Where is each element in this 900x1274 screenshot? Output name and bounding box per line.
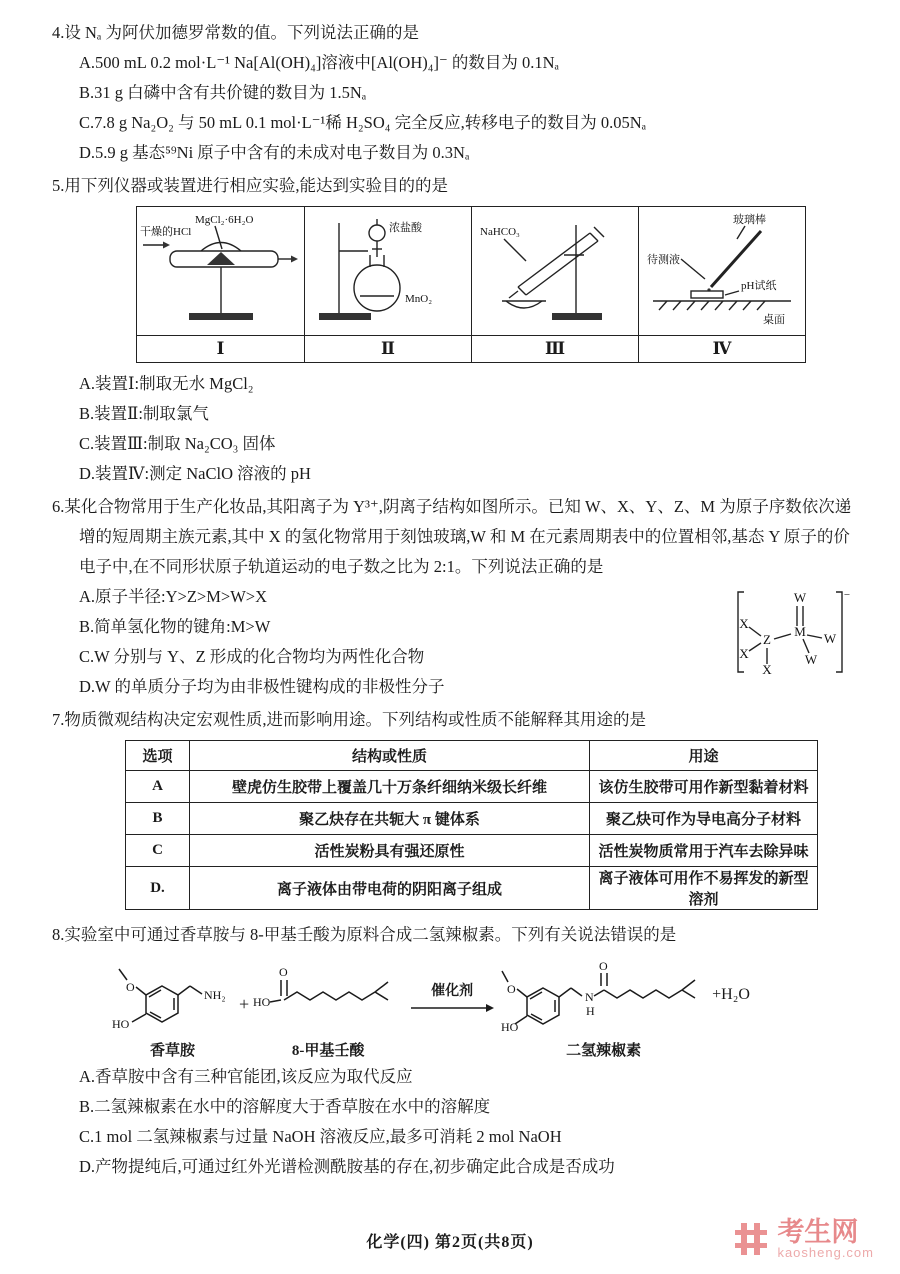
q4-option-b: B.31 g 白磷中含有共价键的数目为 1.5Nₐ	[79, 83, 367, 102]
atom-x1: X	[739, 616, 749, 631]
kaosheng-text	[777, 1218, 874, 1260]
q8-option-c: C.1 mol 二氢辣椒素与过量 NaOH 溶液反应,最多可消耗 2 mol NaOH	[79, 1127, 562, 1146]
apparatus-4-label-paper: pH试纸	[741, 280, 777, 292]
header-use: 用途	[590, 741, 818, 771]
apparatus-4-label-sample: 待测液	[647, 254, 680, 266]
q5-option-b: B.装置Ⅱ:制取氯气	[79, 404, 209, 423]
methoxy-o-label: O	[126, 980, 135, 994]
apparatus-cell-3	[471, 207, 638, 362]
atom-w-right: W	[823, 631, 837, 646]
q6-option-a: A.原子半径:Y>Z>M>W>X	[79, 587, 268, 606]
hydroxyl-label: HO	[112, 1017, 130, 1031]
row-c-use: 活性炭物质常用于汽车去除异味	[590, 835, 818, 867]
q5-option-d: D.装置Ⅳ:测定 NaClO 溶液的 pH	[79, 464, 311, 483]
apparatus-1-number: Ⅰ	[137, 335, 304, 362]
atom-x3: X	[762, 662, 772, 677]
vanillylamine-name: 香草胺	[149, 1043, 195, 1059]
molecule-dihydrocapsaicin	[501, 958, 706, 1060]
question-4	[52, 18, 856, 168]
atom-z: Z	[763, 632, 771, 647]
apparatus-2-label-mno2: MnO₂	[405, 293, 433, 305]
row-a-structure: 壁虎仿生胶带上覆盖几十万条纤细纳米级长纤维	[190, 771, 590, 803]
header-structure: 结构或性质	[190, 741, 590, 771]
molecule-acid	[253, 958, 403, 1060]
row-d-use: 离子液体可用作不易挥发的新型溶剂	[590, 867, 818, 910]
row-d-structure: 离子液体由带电荷的阴阳离子组成	[190, 867, 590, 910]
apparatus-cell-1	[137, 207, 304, 362]
table-header-row	[126, 741, 818, 771]
water-byproduct: +H₂O	[712, 986, 750, 1003]
apparatus-2-number: Ⅱ	[305, 335, 471, 362]
q6-option-c: C.W 分别与 Y、Z 形成的化合物均为两性化合物	[79, 647, 425, 666]
apparatus-cell-4	[638, 207, 805, 362]
question-6	[52, 492, 856, 702]
q6-option-d: D.W 的单质分子均为由非极性键构成的非极性分子	[79, 677, 445, 696]
apparatus-1-label-hcl: 干燥的HCl	[140, 226, 192, 238]
anion-structure-diagram	[734, 586, 852, 678]
plus-sign: +	[239, 994, 250, 1014]
acid-ho-label: HO	[253, 995, 271, 1009]
atom-w-top: W	[793, 590, 807, 605]
amide-n-label: N	[585, 990, 594, 1004]
amide-o-label: O	[599, 959, 608, 973]
amide-h-label: H	[586, 1004, 595, 1018]
carbonyl-o-label: O	[279, 965, 288, 979]
row-c-structure: 活性炭粉具有强还原性	[190, 835, 590, 867]
header-option: 选项	[126, 741, 190, 771]
page-footer: 化学(四) 第2页(共8页)	[366, 1234, 534, 1251]
vanillylamine-structure	[110, 958, 235, 1038]
kaosheng-watermark	[733, 1218, 874, 1260]
apparatus-4-diagram	[639, 207, 806, 335]
q4-option-c: C.7.8 g Na₂O₂ 与 50 mL 0.1 mol·L⁻¹稀 H₂SO₄ 完全反应,转移电子的数目为 0.05Nₐ	[79, 113, 647, 132]
apparatus-2-label-acid: 浓盐酸	[389, 222, 422, 234]
table-row	[126, 771, 818, 803]
q8-option-d: D.产物提纯后,可通过红外光谱检测酰胺基的存在,初步确定此合成是否成功	[79, 1157, 615, 1176]
dihydrocapsaicin-structure	[501, 958, 706, 1038]
kaosheng-domain: kaosheng.com	[777, 1245, 874, 1261]
atom-w-bottom: W	[804, 652, 818, 667]
anion-charge: −	[843, 589, 851, 601]
q6-options	[52, 582, 856, 702]
atom-x2: X	[739, 646, 749, 661]
q5-option-c: C.装置Ⅲ:制取 Na₂CO₃ 固体	[79, 434, 276, 453]
atom-m: M	[794, 624, 806, 639]
kaosheng-title: 考生网	[777, 1217, 859, 1248]
apparatus-1-label-mgcl2: MgCl₂·6H₂O	[195, 214, 254, 226]
dihydrocapsaicin-name: 二氢辣椒素	[566, 1043, 642, 1059]
reaction-arrow	[409, 980, 495, 1015]
apparatus-4-number: Ⅳ	[639, 335, 805, 362]
row-a-use: 该仿生胶带可用作新型黏着材料	[590, 771, 818, 803]
kaosheng-logo-icon	[733, 1221, 769, 1257]
catalyst-label: 催化剂	[431, 984, 474, 999]
table-row	[126, 867, 818, 910]
molecule-vanillylamine	[110, 958, 235, 1060]
question-5	[52, 171, 856, 489]
apparatus-4-label-desk: 桌面	[763, 314, 785, 326]
property-use-table	[125, 740, 818, 910]
apparatus-4-label-rod: 玻璃棒	[733, 214, 766, 226]
arrow-icon	[409, 1001, 495, 1015]
apparatus-3-number: Ⅲ	[472, 335, 638, 362]
apparatus-2-diagram	[305, 207, 472, 335]
question-8	[52, 920, 856, 1182]
row-b-use: 聚乙炔可作为导电高分子材料	[590, 803, 818, 835]
apparatus-cell-2	[304, 207, 471, 362]
reaction-scheme	[110, 958, 856, 1060]
acid-name: 8-甲基壬酸	[291, 1043, 365, 1059]
apparatus-3-label-nahco3: NaHCO₃	[480, 226, 520, 238]
q5-option-a: A.装置Ⅰ:制取无水 MgCl₂	[79, 374, 254, 393]
table-row	[126, 803, 818, 835]
row-b-structure: 聚乙炔存在共轭大 π 键体系	[190, 803, 590, 835]
q8-stem: 8.实验室中可通过香草胺与 8-甲基壬酸为原料合成二氢辣椒素。下列有关说法错误的是	[52, 925, 677, 944]
q4-stem: 4.设 Nₐ 为阿伏加德罗常数的值。下列说法正确的是	[52, 23, 420, 42]
q8-option-a: A.香草胺中含有三种官能团,该反应为取代反应	[79, 1067, 413, 1086]
question-7	[52, 705, 856, 910]
q4-option-d: D.5.9 g 基态⁵⁹Ni 原子中含有的未成对电子数目为 0.3Nₐ	[79, 143, 470, 162]
q4-option-a: A.500 mL 0.2 mol·L⁻¹ Na[Al(OH)₄]溶液中[Al(OH)₄]⁻ 的数目为 0.1Nₐ	[79, 53, 559, 72]
apparatus-3-diagram	[472, 207, 639, 335]
apparatus-1-diagram	[137, 207, 304, 335]
product-ho-label: HO	[501, 1020, 519, 1034]
row-b-option: B	[126, 803, 190, 835]
table-row	[126, 835, 818, 867]
row-c-option: C	[126, 835, 190, 867]
amine-label: NH₂	[204, 988, 226, 1002]
row-d-option: D.	[126, 867, 190, 910]
q7-stem: 7.物质微观结构决定宏观性质,进而影响用途。下列结构或性质不能解释其用途的是	[52, 710, 646, 729]
apparatus-table	[136, 206, 806, 363]
q5-stem: 5.用下列仪器或装置进行相应实验,能达到实验目的的是	[52, 176, 448, 195]
q8-option-b: B.二氢辣椒素在水中的溶解度大于香草胺在水中的溶解度	[79, 1097, 491, 1116]
q6-option-b: B.简单氢化物的键角:M>W	[79, 617, 271, 636]
row-a-option: A	[126, 771, 190, 803]
q6-stem: 6.某化合物常用于生产化妆品,其阳离子为 Y³⁺,阴离子结构如图所示。已知 W、X、Y、Z、M 为原子序数依次递增的短周期主族元素,其中 X 的氢化物常用于刻蚀玻璃,W 和 M 在元素周期表中的位置相邻,基态 Y 原子的价电子中,在不同形状原子轨道运动的电子数之比为 2:1。下列说法正确的是	[52, 497, 852, 576]
acid-structure	[253, 958, 403, 1038]
product-methoxy-o-label: O	[507, 982, 516, 996]
